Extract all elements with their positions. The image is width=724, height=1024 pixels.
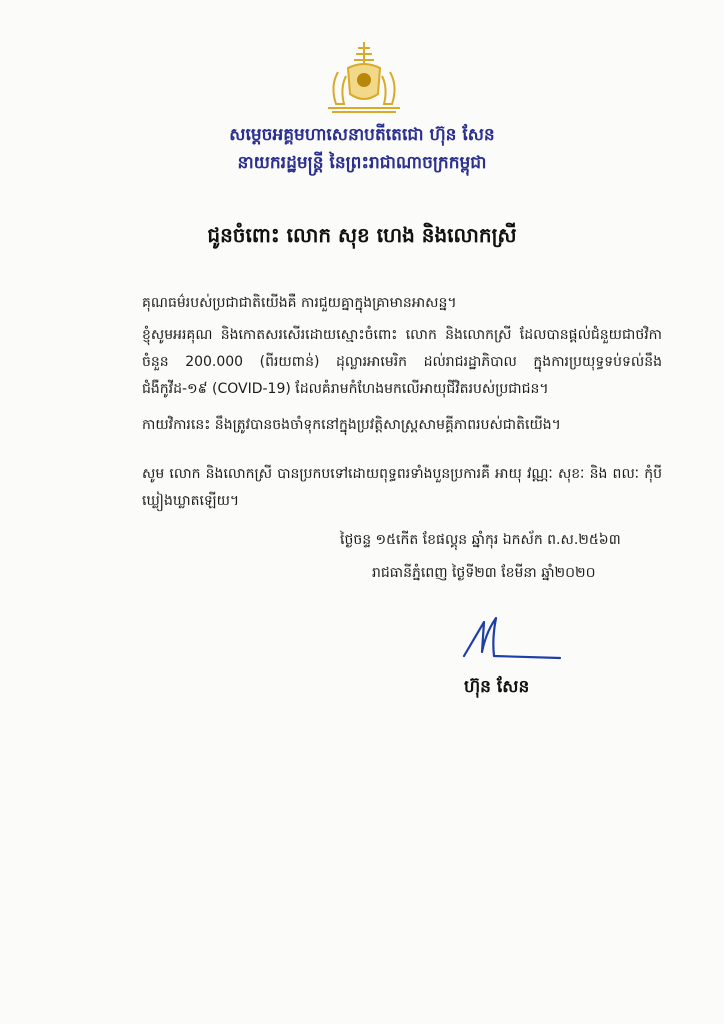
body-paragraph-2: ខ្ញុំសូមអរគុណ និងកោតសរសើរដោយស្មោះចំពោះ លោក និងលោកស្រី ដែលបានផ្ដល់ជំនួយជាថវិកាចំនួន 200.000 (ពីរយពាន់) ដុល្លារអាមេរិក ដល់រាជរដ្ឋាភិបាល ក្នុងការប្រយុទ្ធទប់ទល់នឹងជំងឺកូវីដ-១៩ (COVID-19) ដែលគំរាមកំហែងមកលើអាយុជីវិតរបស់ប្រជាជន។	[142, 327, 662, 397]
header-sender-title: សម្ដេចអគ្គមហាសេនាបតីតេជោ ហ៊ុន សែន	[229, 125, 495, 145]
body-paragraph-1: គុណធម៌របស់ប្រជាជាតិយើងគឺ ការជួយគ្នាក្នុងគ្រាមានអាសន្ន។	[142, 295, 457, 311]
handwritten-signature	[456, 612, 566, 670]
body-paragraph-4: សូម លោក និងលោកស្រី បានប្រកបទៅដោយពុទ្ធពរទាំងបួនប្រការគឺ អាយុ វណ្ណៈ សុខៈ និង ពលៈ កុំបីឃ្លៀងឃ្លាតឡើយ។	[142, 466, 662, 509]
salutation: ជូនចំពោះ លោក សុខ ហេង និងលោកស្រី	[207, 223, 517, 247]
signer-name: ហ៊ុន សែន	[464, 677, 530, 697]
solar-date: រាជធានីភ្នំពេញ ថ្ងៃទី២៣ ខែមីនា ឆ្នាំ២០២០	[372, 565, 596, 581]
body-paragraph-3: កាយវិការនេះ នឹងត្រូវបានចងចាំទុកនៅក្នុងប្រវត្តិសាស្ត្រសាមគ្គីភាពរបស់ជាតិយើង។	[142, 417, 561, 433]
header-sender-position: នាយករដ្ឋមន្ត្រី នៃព្រះរាជាណាចក្រកម្ពុជា	[237, 153, 487, 173]
lunar-date: ថ្ងៃចន្ទ ១៥កើត ខែផល្គុន ឆ្នាំកុរ ឯកស័ក ព.ស.២៥៦៣	[340, 532, 621, 548]
royal-emblem	[318, 38, 410, 116]
